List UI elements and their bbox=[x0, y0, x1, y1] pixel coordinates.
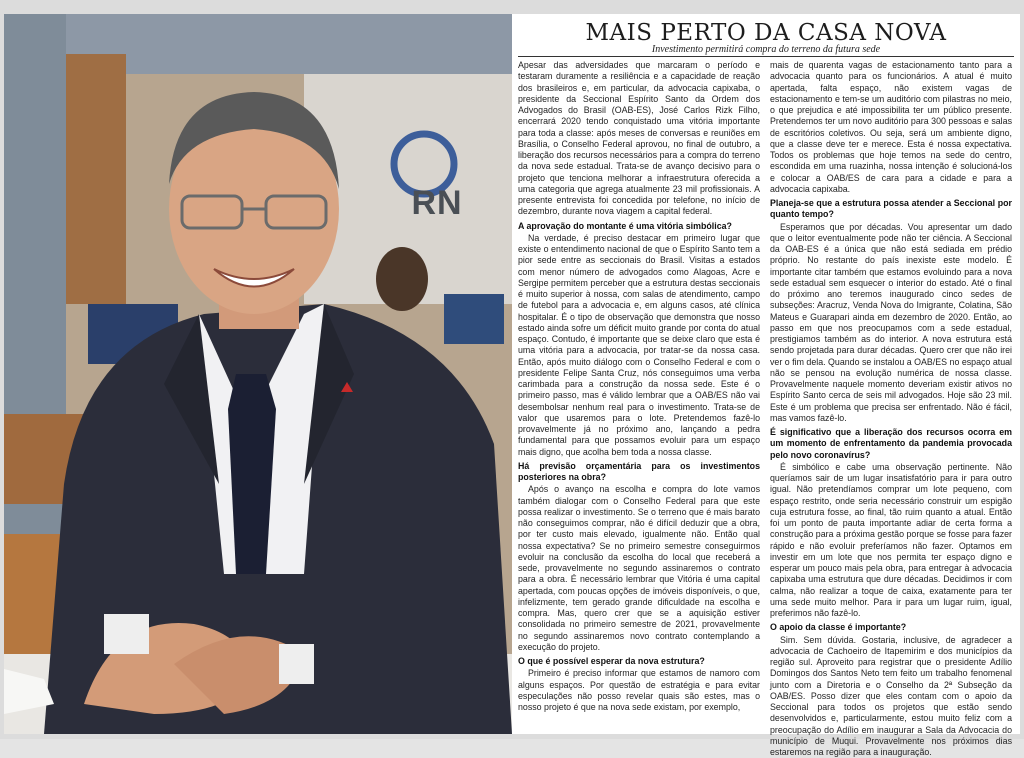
article bbox=[512, 14, 1020, 734]
article-paragraph: Apesar das adversidades que marcaram o período e testaram duramente a resiliência e a capacidade de reação dos brasileiros e, em particular, da advocacia capixaba, o presidente da Seccional Espírito Santo da Ordem dos Advogados do Brasil (OAB-ES), José Carlos Rizk Filho, encerrará 2020 tendo conquistado uma vitória importante para toda a classe: após meses de conversas e reuniões em Brasília, o Conselho Federal aprovou, no final de outubro, a liberação dos recursos necessários para a compra do terreno da nova sede estadual. Trata-se de avanço decisivo para o projeto que tenciona melhorar a infraestrutura oferecida a uma categoria que agrega atualmente 23 mil profissionais. A presente entrevista foi concedida por telefone, no início de dezembro, durante nova viagem a capital federal. bbox=[518, 60, 760, 218]
article-paragraph: Após o avanço na escolha e compra do lote vamos também dialogar com o Conselho Federal para que este possa realizar o investimento. Se o terreno que é mais barato não conseguimos comprar, não é difícil deduzir que a obra, por ter custo mais elevado, igualmente não. Então qual nossa expectativa? Se no primeiro semestre conseguirmos evoluir na conclusão da escolha do local que receberá a sede, provavelmente no segundo assinaremos o contrato para a obra. É necessário lembrar que Vitória é uma capital apertada, com poucas opções de imóveis disponíveis, o que, infelizmente, tem gerado grande dificuldade na escolha e compra. Mas, quero crer que se a aquisição estiver consolidada no primeiro semestre de 2021, provavelmente no segundo assinaremos novo contrato contemplando a execução do projeto. bbox=[518, 484, 760, 653]
article-paragraph: Na verdade, é preciso destacar em primeiro lugar que existe o entendimento nacional de que o Espírito Santo tem a pior sede entre as seccionais do Brasil. Visitas a estados com menor número de advogados como Alagoas, Acre e Sergipe permitem perceber que a estrutura destas seccionais é muito superior à nossa, com salas de atendimento, campo de futebol para a advocacia e, em alguns casos, até clínica hospitalar. É o tipo de observação que demonstra que nosso estado ainda sofre um déficit muito grande por conta do atual espaço. Contudo, é importante que se deixe claro que esta é uma vitória para a advocacia, por tratar-se da nossa casa. Então, após muito diálogo com o Conselho Federal e com o presidente Felipe Santa Cruz, nós conseguimos uma verba carimbada para a construção da nossa sede. Este é o primeiro passo, mas é válido lembrar que a OAB/ES não vai desembolsar nenhum real para o investimento. Trata-se de valor que usaremos para o lote. Pretendemos fazê-lo provavelmente já no próximo ano, lançando a pedra fundamental para que possamos evoluir para um espaço mais digno, que acolha bem toda a nossa classe. bbox=[518, 233, 760, 458]
article-paragraph: Sim. Sem dúvida. Gostaria, inclusive, de agradecer a advocacia de Cachoeiro de Itapemirim e dos municípios da região sul. Aproveito para registrar que o presidente Adílio Domingos dos Santos Neto tem feito um trabalho fenomenal junto com a Diretoria e o Conselho da 2ª Subseção da OAB/ES. Posso dizer que eles contam com o apoio da Seccional para todos os projetos que estão sendo desenvolvidos e, particularmente, estou muito feliz com a preocupação do Adílio em inaugurar a Sala da Advocacia do município de Muqui. Provavelmente nos próximos dias estaremos na região para a inauguração. bbox=[770, 635, 1012, 758]
interview-question: Planeja-se que a estrutura possa atender a Seccional por quanto tempo? bbox=[770, 198, 1012, 221]
background-logo-text: RN bbox=[382, 184, 492, 223]
interview-question: É significativo que a liberação dos recursos ocorra em um momento de enfrentamento da pandemia provocada pelo novo coronavírus? bbox=[770, 427, 1012, 461]
interview-question: A aprovação do montante é uma vitória simbólica? bbox=[518, 221, 760, 232]
portrait-photo bbox=[4, 14, 512, 734]
subheadline: Investimento permitirá compra do terreno da futura sede bbox=[512, 44, 1020, 55]
portrait-illustration bbox=[4, 14, 512, 734]
headline: MAIS PERTO DA CASA NOVA bbox=[512, 20, 1020, 46]
article-column-1 bbox=[518, 60, 760, 732]
article-paragraph: mais de quarenta vagas de estacionamento tanto para a advocacia quanto para os funcionários. A atual é muito apertada, falta espaço, não existem vagas de estacionamento e tem-se um auditório com pilastras no meio, o que prejudica e até impossibilita ter um público presente. Pretendemos ter um novo auditório para 300 pessoas e salas de escritórios coletivos. Ou seja, será um ambiente digno, que a classe deve ter e merece. Esta é nossa expectativa. Todos os problemas que hoje temos na sede do centro, escondida em uma ruazinha, nossa intenção é solucioná-los e colocar a OAB/ES de cara para a cidade e para a advocacia capixaba. bbox=[770, 60, 1012, 195]
magazine-page bbox=[4, 14, 1020, 734]
interview-question: O apoio da classe é importante? bbox=[770, 622, 1012, 633]
article-paragraph: É simbólico e cabe uma observação pertinente. Não queríamos sair de um lugar insatisfatório para ir para outro igual. Não pretendíamos comprar um lote pequeno, com espaço restrito, onde seria necessário construir um espigão cuja estrutura fosse, ao final, tão ruim quanto a atual. Então foi um ponto de pauta importante adiar de certa forma a construção para a próxima gestão porque se fosse para fazer rápido e não evoluir preferíamos não fazer. Optamos em investir em um lote que nos permita ter espaço digno e esperar um pouco mais pela obra, para entregar à advocacia capixaba uma estrutura que dure décadas. Decidimos ir com calma, não realizar a toque de caixa, exatamente para ter uma sede muito melhor. Para ir para um lugar ruim, igual, preferimos não fazê-lo. bbox=[770, 462, 1012, 620]
article-column-2 bbox=[770, 60, 1012, 732]
headline-rule bbox=[518, 56, 1014, 57]
interview-question: O que é possível esperar da nova estrutura? bbox=[518, 656, 760, 667]
article-paragraph: Primeiro é preciso informar que estamos de namoro com alguns espaços. Por questão de estratégia e para evitar especulações não posso revelar quais são estes, mas o nosso projeto é que na nova sede existam, por exemplo, bbox=[518, 668, 760, 713]
article-paragraph: Esperamos que por décadas. Vou apresentar um dado que o leitor eventualmente pode não ter ciência. A Seccional da OAB-ES é a única que não está sediada em prédio próprio. No restante do país inexiste este modelo. É importante citar também que estamos evoluindo para a nova sede estadual sem esquecer o interior do estado. Até o final do próximo ano teremos inaugurado cinco sedes de subseções: Aracruz, Venda Nova do Imigrante, Colatina, São Mateus e Guarapari ainda em dezembro de 2020. Então, ao passo em que nos preocupamos com a sede estadual, prestigiamos também as do interior. A nova estrutura está sendo projetada para durar décadas. Quero crer que não irei ver o fim dela. Quando se instalou a OAB/ES no espaço atual não se pensou na evolução numérica de nossa classe. Provavelmente naquele momento deveriam existir ativos no Espírito Santo cerca de seis mil advogados. Hoje são 23 mil. Este é um problema que precisa ser enfrentado. Não é fácil, mas vamos fazê-lo. bbox=[770, 222, 1012, 425]
interview-question: Há previsão orçamentária para os investimentos posteriores na obra? bbox=[518, 461, 760, 484]
